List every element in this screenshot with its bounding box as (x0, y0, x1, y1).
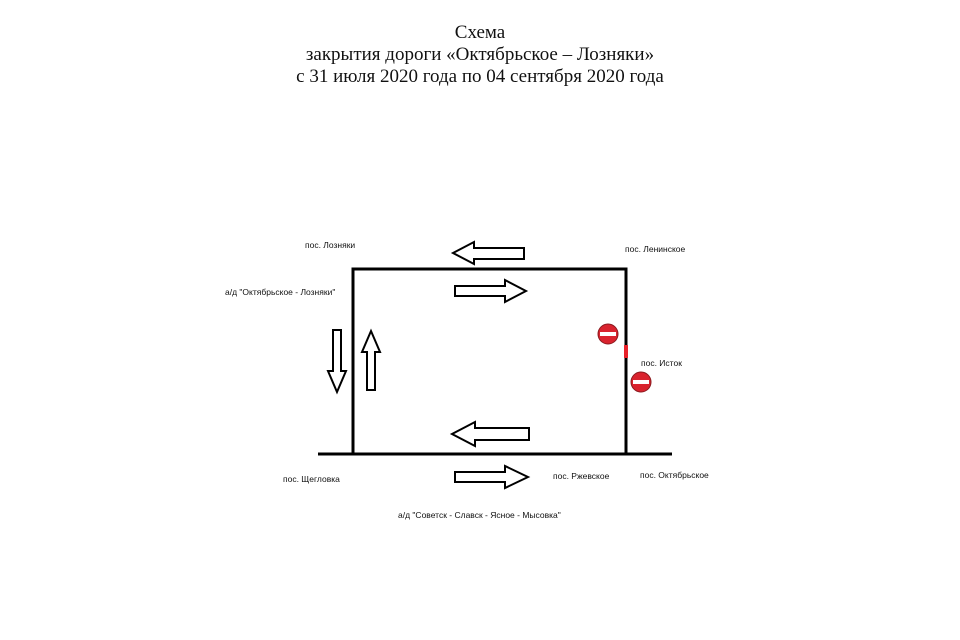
label-oktyabrskoe: пос. Октябрьское (640, 470, 709, 480)
label-road-oktyabrskoe-lozniaki: а/д "Октябрьское - Лозняки" (225, 287, 336, 297)
label-rzhevskoe: пос. Ржевское (553, 471, 610, 481)
label-lozniaki: пос. Лозняки (305, 240, 356, 250)
no-entry-sign-icon (631, 372, 651, 392)
arrow-up-icon (362, 331, 380, 390)
label-leninskoe: пос. Ленинское (625, 244, 686, 254)
title-line-2: закрытия дороги «Октябрьское – Лозняки» (305, 44, 655, 65)
title-line-1: Схема (454, 22, 506, 43)
arrow-right-icon (455, 466, 528, 488)
arrow-right-icon (455, 280, 526, 302)
arrow-left-icon (453, 242, 524, 264)
arrow-down-icon (328, 330, 346, 392)
title-line-3: с 31 июля 2020 года по 04 сентября 2020 года (296, 66, 664, 87)
label-istok: пос. Исток (641, 358, 682, 368)
arrow-left-icon (452, 422, 529, 446)
label-shcheglovka: пос. Щегловка (283, 474, 340, 484)
no-entry-sign-icon (598, 324, 618, 344)
label-road-sovetsk: а/д "Советск - Славск - Ясное - Мысовка" (398, 510, 561, 520)
